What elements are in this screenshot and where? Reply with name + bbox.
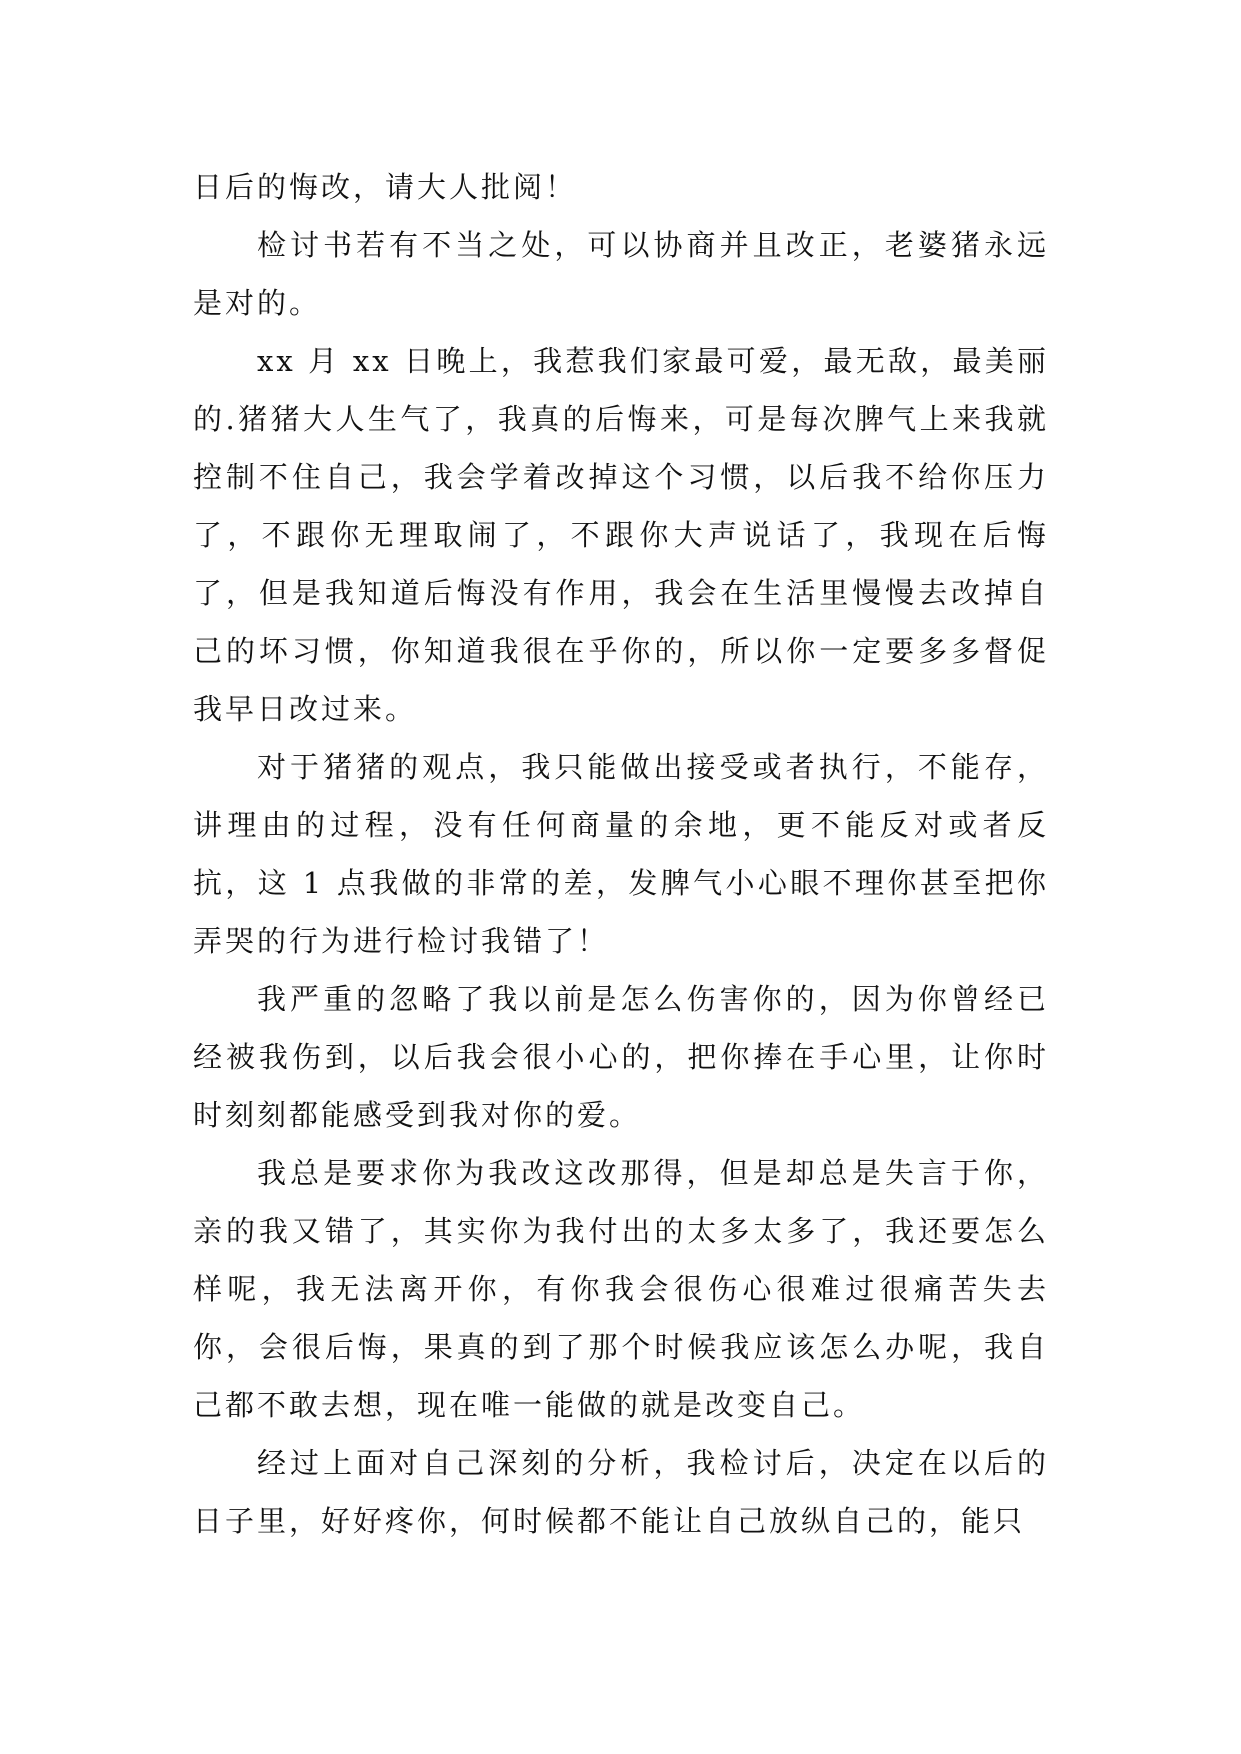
- paragraph-correction-note: 检讨书若有不当之处，可以协商并且改正，老婆猪永远是对的。: [193, 228, 1049, 320]
- document-body: [193, 158, 1049, 1550]
- paragraph-decision: 经过上面对自己深刻的分析，我检讨后，决定在以后的日子里，好好疼你，何时候都不能让自己放纵自己的，能只: [193, 1446, 1049, 1538]
- paragraph-viewpoint: 对于猪猪的观点，我只能做出接受或者执行，不能存，讲理由的过程，没有任何商量的余地，更不能反对或者反抗，这 1 点我做的非常的差，发脾气小心眼不理你甚至把你弄哭的行为进行检讨我错了！: [193, 750, 1049, 958]
- paragraph-promises: 我总是要求你为我改这改那得，但是却总是失言于你，亲的我又错了，其实你为我付出的太多太多了，我还要怎么样呢，我无法离开你，有你我会很伤心很难过很痛苦失去你，会很后悔，果真的到了那个时候我应该怎么办呢，我自己都不敢去想，现在唯一能做的就是改变自己。: [193, 1156, 1049, 1422]
- paragraph-continuation: 日后的悔改，请大人批阅！: [193, 170, 578, 204]
- paragraph-neglect: 我严重的忽略了我以前是怎么伤害你的，因为你曾经已经被我伤到，以后我会很小心的，把你捧在手心里，让你时时刻刻都能感受到我对你的爱。: [193, 982, 1049, 1132]
- paragraph-incident: xx 月 xx 日晚上，我惹我们家最可爱，最无敌，最美丽的.猪猪大人生气了，我真的后悔来，可是每次脾气上来我就控制不住自己，我会学着改掉这个习惯，以后我不给你压力了，不跟你无理取闹了，不跟你大声说话了，我现在后悔了，但是我知道后悔没有作用，我会在生活里慢慢去改掉自己的坏习惯，你知道我很在乎你的，所以你一定要多多督促我早日改过来。: [193, 344, 1049, 726]
